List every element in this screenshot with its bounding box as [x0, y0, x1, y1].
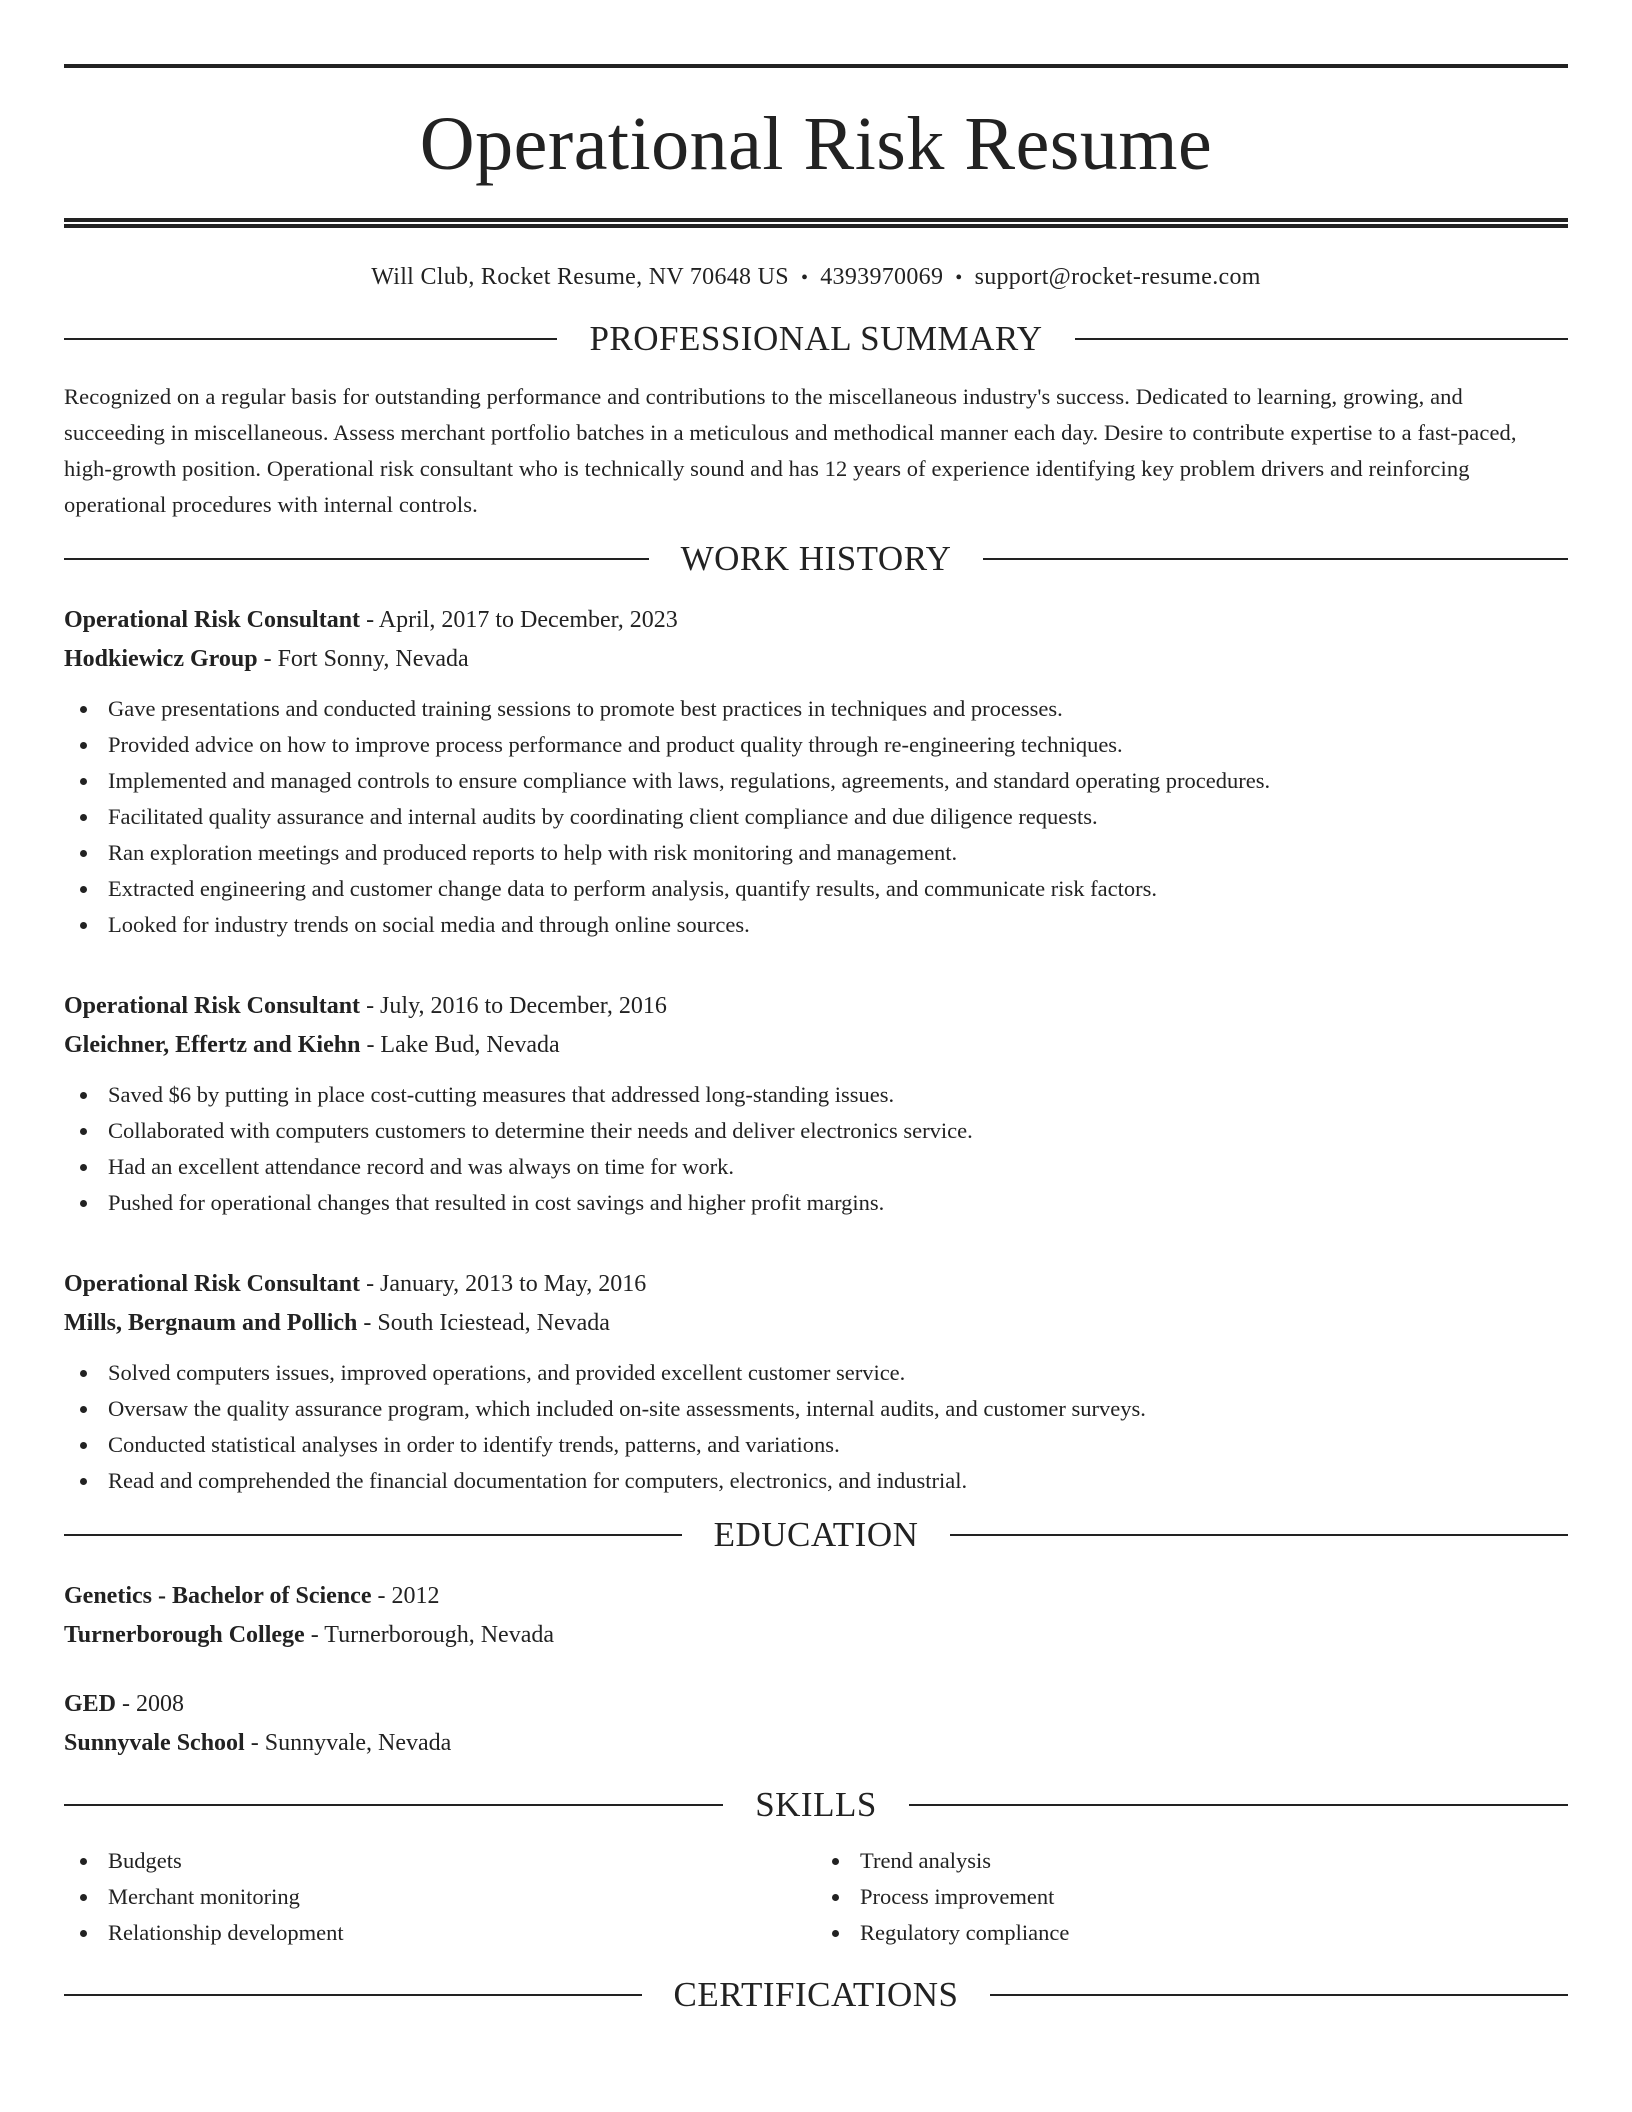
- job-dates: - July, 2016 to December, 2016: [360, 993, 667, 1019]
- education-year: - 2008: [116, 1691, 185, 1717]
- job-title-line: [64, 601, 1568, 640]
- job-bullets: [64, 691, 1568, 943]
- contact-email: support@rocket-resume.com: [974, 264, 1261, 290]
- section-rule: [909, 1804, 1568, 1806]
- section-header-education: [64, 1515, 1568, 1555]
- job-company: Gleichner, Effertz and Kiehn: [64, 1032, 361, 1058]
- job-bullets: [64, 1355, 1568, 1499]
- job-bullet: Conducted statistical analyses in order to identify trends, patterns, and variations.: [64, 1427, 1568, 1463]
- job-bullet: Ran exploration meetings and produced reports to help with risk monitoring and management.: [64, 835, 1568, 871]
- section-rule: [1075, 338, 1568, 340]
- education-entry: [64, 1685, 1568, 1763]
- section-title-work: WORK HISTORY: [680, 539, 952, 578]
- education-degree: Genetics - Bachelor of Science: [64, 1583, 372, 1609]
- skill-item: Relationship development: [64, 1915, 816, 1951]
- skills-columns: [64, 1843, 1568, 1951]
- job-bullet: Provided advice on how to improve process performance and product quality through re-engineering techniques.: [64, 727, 1568, 763]
- section-title-education: EDUCATION: [713, 1515, 919, 1554]
- job-title-line: [64, 1265, 1568, 1304]
- job-bullet: Extracted engineering and customer change data to perform analysis, quantify results, and communicate risk factors.: [64, 871, 1568, 907]
- section-header-work: [64, 539, 1568, 579]
- skill-item: Merchant monitoring: [64, 1879, 816, 1915]
- job-bullet: Implemented and managed controls to ensure compliance with laws, regulations, agreements, and standard operating procedures.: [64, 763, 1568, 799]
- job-location: - South Iciestead, Nevada: [357, 1310, 610, 1336]
- resume-page: [64, 64, 1568, 2015]
- section-rule: [64, 338, 557, 340]
- job-role: Operational Risk Consultant: [64, 993, 361, 1019]
- job-role: Operational Risk Consultant: [64, 1271, 361, 1297]
- job-entry: [64, 987, 1568, 1221]
- contact-phone: 4393970069: [820, 264, 944, 290]
- summary-text: Recognized on a regular basis for outstanding performance and contributions to the miscellaneous industry's success. Dedicated to learning, growing, and succeeding in miscellaneous. Assess merchant portfolio batches in a meticulous and methodical manner each day. Desire to contribute expertise to a fast-paced, high-growth position. Operational risk consultant who is technically sound and has 12 years of experience identifying key problem drivers and reinforcing operational procedures with internal controls.: [64, 384, 1517, 517]
- job-entry: [64, 601, 1568, 943]
- contact-separator: •: [800, 267, 809, 289]
- job-bullet: Solved computers issues, improved operations, and provided excellent customer service.: [64, 1355, 1568, 1391]
- job-bullet: Gave presentations and conducted training sessions to promote best practices in techniques and processes.: [64, 691, 1568, 727]
- skills-list-left: [64, 1843, 816, 1951]
- education-school: Sunnyvale School: [64, 1730, 245, 1756]
- education-location: - Sunnyvale, Nevada: [244, 1730, 452, 1756]
- job-company: Mills, Bergnaum and Pollich: [64, 1310, 358, 1336]
- resume-title: Operational Risk Resume: [419, 102, 1213, 186]
- job-role: Operational Risk Consultant: [64, 607, 361, 633]
- skills-list-right: [816, 1843, 1568, 1951]
- section-rule: [64, 1994, 642, 1996]
- section-header-certifications: [64, 1975, 1568, 2015]
- contact-separator: •: [955, 267, 963, 289]
- job-dates: - January, 2013 to May, 2016: [360, 1271, 647, 1297]
- section-rule: [64, 1804, 723, 1806]
- education-degree: GED: [64, 1691, 117, 1717]
- section-title-certifications: CERTIFICATIONS: [673, 1975, 959, 2014]
- job-bullet: Pushed for operational changes that resulted in cost savings and higher profit margins.: [64, 1185, 1568, 1221]
- skill-item: Process improvement: [816, 1879, 1568, 1915]
- job-bullet: Had an excellent attendance record and was always on time for work.: [64, 1149, 1568, 1185]
- contact-address: Will Club, Rocket Resume, NV 70648 US: [371, 264, 789, 290]
- skill-item: Regulatory compliance: [816, 1915, 1568, 1951]
- section-header-skills: [64, 1785, 1568, 1825]
- section-title-skills: SKILLS: [755, 1785, 877, 1824]
- job-bullet: Collaborated with computers customers to determine their needs and deliver electronics service.: [64, 1113, 1568, 1149]
- job-bullet: Oversaw the quality assurance program, which included on-site assessments, internal audits, and customer surveys.: [64, 1391, 1568, 1427]
- job-company-line: [64, 1026, 1568, 1065]
- job-company: Hodkiewicz Group: [64, 646, 258, 672]
- education-school-line: [64, 1616, 1568, 1655]
- job-company-line: [64, 1304, 1568, 1343]
- job-company-line: [64, 640, 1568, 679]
- education-school: Turnerborough College: [64, 1622, 305, 1648]
- header-double-rule: [64, 218, 1568, 228]
- education-degree-line: [64, 1577, 1568, 1616]
- skill-item: Budgets: [64, 1843, 816, 1879]
- job-bullet: Read and comprehended the financial documentation for computers, electronics, and industrial.: [64, 1463, 1568, 1499]
- education-degree-line: [64, 1685, 1568, 1724]
- section-rule: [983, 558, 1568, 560]
- section-title-summary: PROFESSIONAL SUMMARY: [589, 319, 1043, 358]
- job-entry: [64, 1265, 1568, 1499]
- job-title-line: [64, 987, 1568, 1026]
- section-rule: [64, 1534, 682, 1536]
- job-bullet: Saved $6 by putting in place cost-cutting measures that addressed long-standing issues.: [64, 1077, 1568, 1113]
- section-header-summary: [64, 319, 1568, 359]
- job-location: - Lake Bud, Nevada: [360, 1032, 560, 1058]
- skill-item: Trend analysis: [816, 1843, 1568, 1879]
- section-rule: [990, 1994, 1568, 1996]
- education-year: - 2012: [371, 1583, 440, 1609]
- job-dates: - April, 2017 to December, 2023: [360, 607, 678, 633]
- education-school-line: [64, 1724, 1568, 1763]
- job-location: - Fort Sonny, Nevada: [257, 646, 469, 672]
- job-bullet: Facilitated quality assurance and internal audits by coordinating client compliance and due diligence requests.: [64, 799, 1568, 835]
- education-entry: [64, 1577, 1568, 1655]
- job-bullets: [64, 1077, 1568, 1221]
- education-location: - Turnerborough, Nevada: [304, 1622, 554, 1648]
- contact-line: [64, 262, 1568, 293]
- section-rule: [64, 558, 649, 560]
- job-bullet: Looked for industry trends on social media and through online sources.: [64, 907, 1568, 943]
- section-rule: [950, 1534, 1568, 1536]
